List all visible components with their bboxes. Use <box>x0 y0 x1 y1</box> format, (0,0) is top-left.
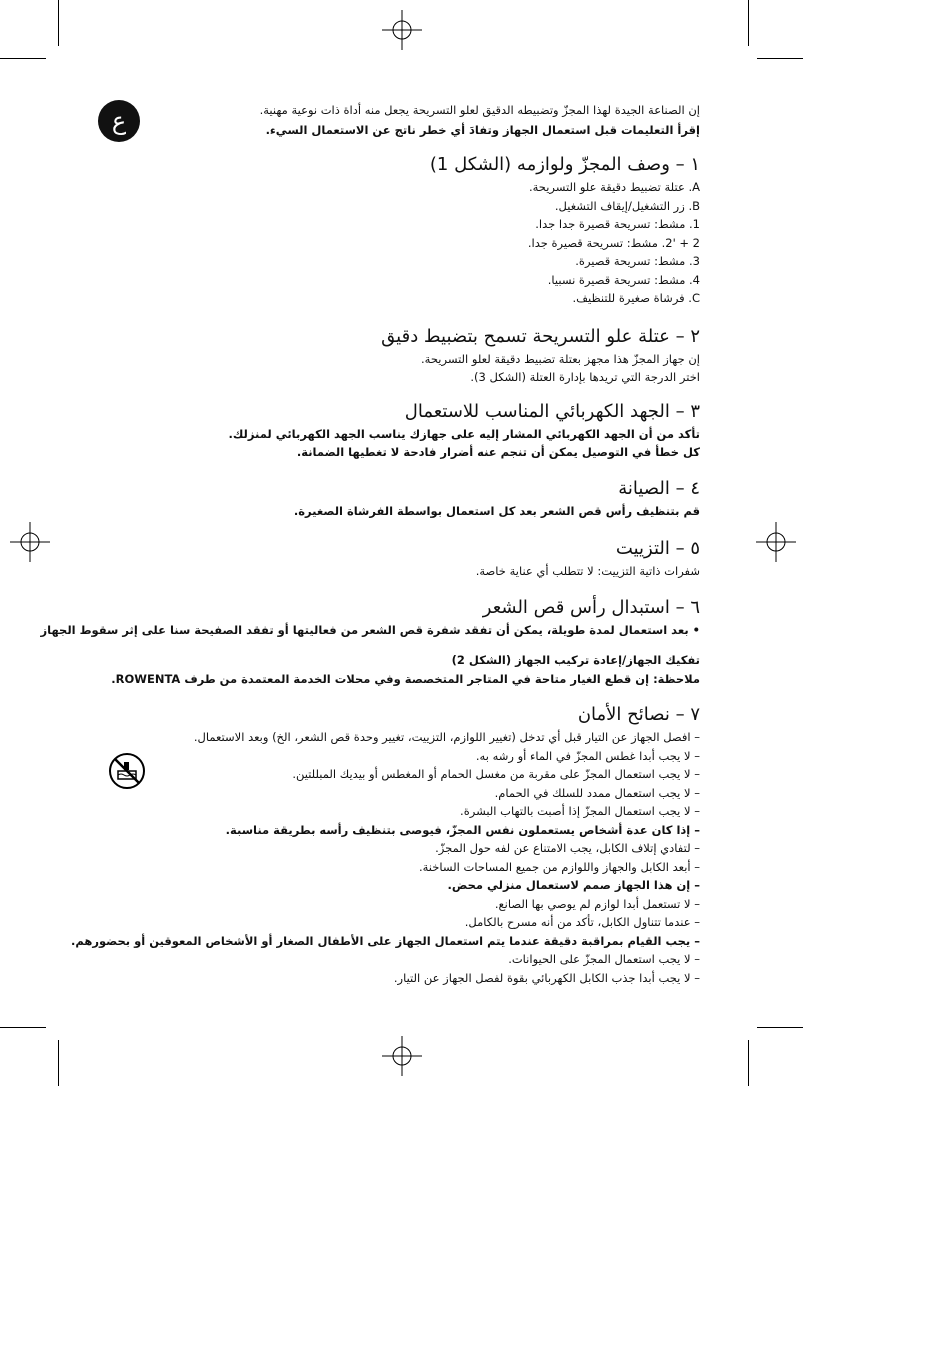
safety-list <box>70 728 700 987</box>
section-subheading: تفكيك الجهاز/إعادة تركيب الجهاز (الشكل 2) <box>451 653 700 667</box>
safety-item: – إذا كان عدة أشخاص يستعملون نفس المجزّ، فيوصى بتنظيف رأسه بطريقة مناسبة. <box>225 822 700 837</box>
registration-mark <box>382 10 422 50</box>
registration-mark <box>756 522 796 562</box>
section-head-replacement <box>40 595 700 689</box>
section-text: كل خطأ في التوصيل يمكن أن تنجم عنه أضرار فادحة لا تغطيها الضمانة. <box>296 445 700 459</box>
crop-mark <box>757 1027 803 1028</box>
parts-list-item: A. عتلة تضبيط دقيقة علو التسريحة. <box>528 180 700 194</box>
safety-item: – لا يجب استعمال ممدد للسلك في الحمام. <box>494 785 700 800</box>
intro <box>108 100 700 140</box>
section-text: اختر الدرجة التي تريدها بإدارة العتلة (الشكل 3). <box>470 370 700 384</box>
parts-list <box>108 178 700 308</box>
section-text: تأكد من أن الجهد الكهربائي المشار إليه على جهازك يناسب الجهد الكهربائي لمنزلك. <box>228 426 700 441</box>
manual-page-content <box>40 100 700 987</box>
section-voltage <box>108 399 700 462</box>
section-text: شفرات ذاتية التزييت: لا تتطلب أي عناية خاصة. <box>475 564 700 578</box>
safety-item: – أبعد الكابل والجهاز واللوازم من جميع المساحات الساخنة. <box>418 859 700 874</box>
safety-item: – لا يجب استعمال المجزّ على الحيوانات. <box>508 952 700 966</box>
safety-item: – لا يجب استعمال المجزّ على مقربة من مغسل الحمام أو المغطس أو بيديك المبللتين. <box>292 767 700 781</box>
crop-mark <box>0 58 46 59</box>
safety-item: – عندما تتناول الكابل، تأكد من أنه مسرح بالكامل. <box>464 915 700 929</box>
registration-mark <box>10 522 50 562</box>
section-text: إن جهاز المجزّ هذا مجهز بعتلة تضبيط دقيقة لعلو التسريحة. <box>421 351 700 366</box>
safety-item: – إن هذا الجهاز صمم لاستعمال منزلي محض. <box>447 878 700 892</box>
page-language-badge: ع <box>98 100 140 142</box>
section-title: ٢ – عتلة علو التسريحة تسمح بتضبيط دقيق <box>381 325 700 347</box>
crop-mark <box>0 1027 46 1028</box>
crop-mark <box>757 58 803 59</box>
safety-item: – لا تستعمل أبدا لوازم لم يوصي بها الصانع. <box>494 896 700 911</box>
safety-item: – لا يجب أبدا غطس المجزّ في الماء أو رشه به. <box>475 748 700 763</box>
section-note: ملاحظة: إن قطع الغيار متاحة في المتاجر المتخصصة وفي محلات الخدمة المعتمدة من طرف ROWENTA. <box>111 671 700 686</box>
parts-list-item: C. فرشاة صغيرة للتنظيف. <box>572 291 700 305</box>
section-title: ٦ – استبدال رأس قص الشعر <box>482 596 700 618</box>
parts-list-item: B. زر التشغيل/إيقاف التشغيل. <box>554 198 700 213</box>
parts-list-item: 1. مشط: تسريحة قصيرة جدا جدا. <box>535 217 700 231</box>
section-title: ١ – وصف المجزّ ولوازمه (الشكل 1) <box>429 154 700 175</box>
section-title: ٥ – التزييت <box>615 538 700 559</box>
safety-item: – لتفادي إتلاف الكابل، يجب الامتناع عن لفه حول المجزّ. <box>435 841 700 855</box>
parts-list-item: 2 + '2. مشط: تسريحة قصيرة جدا. <box>527 235 700 250</box>
crop-mark <box>748 1040 749 1086</box>
intro-warning-line: إقرأ التعليمات قبل استعمال الجهاز وتفادَ أي خطر ناتج عن الاستعمال السيء. <box>265 123 700 137</box>
spacer <box>108 639 700 651</box>
crop-mark <box>58 0 59 46</box>
section-safety <box>70 702 700 987</box>
parts-list-item: 3. مشط: تسريحة قصيرة. <box>575 254 700 268</box>
section-title: ٧ – نصائح الأمان <box>577 704 700 725</box>
section-text: قم بتنظيف رأس قص الشعر بعد كل استعمال بواسطة الفرشاة الصغيرة. <box>293 503 700 518</box>
crop-mark <box>58 1040 59 1086</box>
safety-item: – لا يجب استعمال المجزّ إذا أصبت بالتهاب البشرة. <box>460 804 700 818</box>
safety-item: – يجب القيام بمراقبة دقيقة عندما يتم استعمال الجهاز على الأطفال الصغار أو الأشخاص المعوقين أو بحضورهم. <box>70 933 700 948</box>
registration-mark <box>382 1036 422 1076</box>
safety-item: – لا يجب أبدا جذب الكابل الكهربائي بقوة لفصل الجهاز عن التيار. <box>393 970 700 985</box>
crop-mark <box>748 0 749 46</box>
safety-item: – افصل الجهاز عن التيار قبل أي تدخل (تغيير اللوازم، التزييت، تغيير وحدة قص الشعر، الخ) وبعد الاستعمال. <box>193 730 700 744</box>
section-height-lever <box>108 324 700 387</box>
parts-list-item: 4. مشط: تسريحة قصيرة نسبيا. <box>547 272 700 287</box>
section-description <box>108 152 700 308</box>
section-maintenance <box>108 476 700 521</box>
section-title: ٤ – الصيانة <box>618 477 700 499</box>
intro-line: إن الصناعة الجيدة لهذا المجزّ وتضبيطه الدقيق لعلو التسريحة يجعل منه أداة ذات نوعية مهنية. <box>259 103 700 117</box>
section-lubrication <box>108 536 700 581</box>
section-title: ٣ – الجهد الكهربائي المناسب للاستعمال <box>404 400 700 422</box>
section-text: • بعد استعمال لمدة طويلة، يمكن أن تفقد شفرة قص الشعر من فعاليتها أو تفقد الصفيحة سنا على إثر سقوط الجهاز <box>40 622 700 637</box>
